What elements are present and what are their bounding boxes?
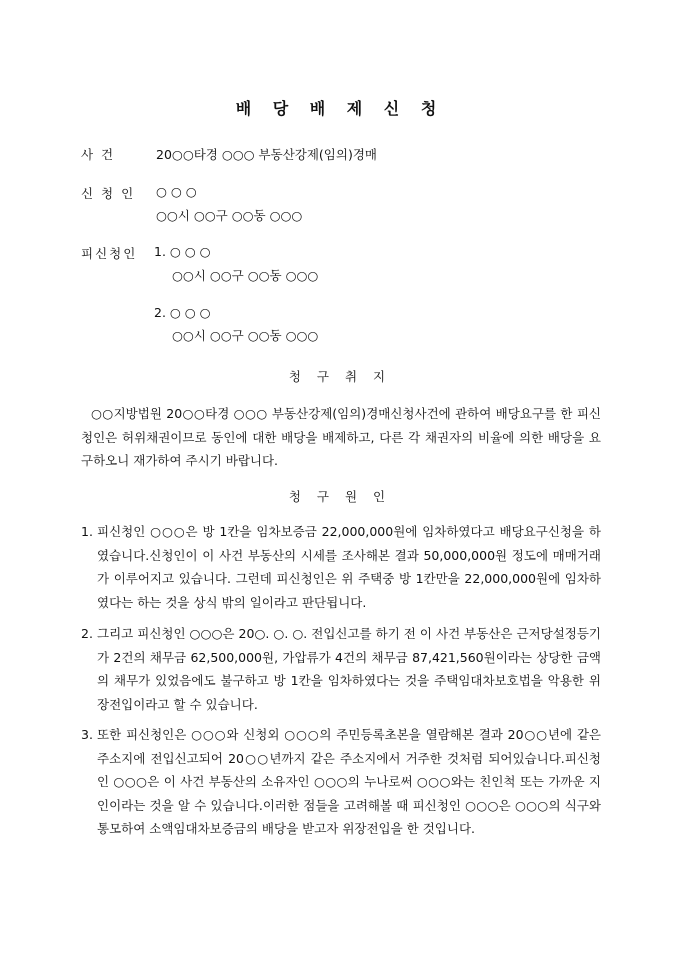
claim-causes-heading: 청 구 원 인: [288, 489, 392, 504]
claim-cause-number: 3.: [81, 727, 93, 742]
claim-cause-text: 그리고 피신청인 ○○○은 20○. ○. ○. 전입신고를 하기 전 이 사건 부동산은 근저당설정등기가 2건의 채무금 62,500,000원, 가압류가 4건의 채무금 87,421,560원이라는 상당한 금액의 채무가 있었음에도 불구하고 방 1칸을 임차하였다는 것을 주택임대차보호법을 악용한 위장전입이라고 할 수 있습니다.: [97, 626, 601, 712]
document-title: 배 당 배 제 신 청: [235, 99, 445, 118]
claim-cause-item-2: [81, 622, 601, 716]
case-value: 20○○타경 ○○○ 부동산강제(임의)경매: [156, 147, 377, 162]
claim-purpose-heading: 청 구 취 지: [288, 369, 392, 384]
claim-cause-item-1: [81, 520, 601, 614]
applicant-address: ○○시 ○○구 ○○동 ○○○: [156, 208, 303, 223]
respondent-2-name: 2. ○ ○ ○: [154, 305, 211, 320]
claim-cause-number: 1.: [81, 524, 93, 539]
claim-cause-text: 또한 피신청인은 ○○○와 신청외 ○○○의 주민등록초본을 열람해본 결과 20○○년에 같은 주소지에 전입신고되어 20○○년까지 같은 주소지에서 거주한 것처럼 되어있습니다.피신청인 ○○○은 이 사건 부동산의 소유자인 ○○○의 누나로써 ○○○와는 친인척 또는 가까운 지인이라는 것을 알 수 있습니다.이러한 점들을 고려해볼 때 피신청인 ○○○은 ○○○의 식구와 통모하여 소액임대차보증금의 배당을 받고자 위장전입을 한 것입니다.: [97, 727, 601, 836]
claim-cause-text: 피신청인 ○○○은 방 1칸을 임차보증금 22,000,000원에 임차하였다고 배당요구신청을 하였습니다.신청인이 이 사건 부동산의 시세를 조사해본 결과 50,000,000원 정도에 매매거래가 이루어지고 있습니다. 그런데 피신청인은 위 주택중 방 1칸만을 22,000,000원에 임차하였다는 하는 것을 상식 밖의 일이라고 판단됩니다.: [97, 524, 601, 610]
respondent-1-address: ○○시 ○○구 ○○동 ○○○: [172, 268, 319, 283]
case-label: 사 건: [81, 147, 116, 162]
claim-cause-item-3: [81, 723, 601, 841]
applicant-name: ○ ○ ○: [156, 184, 197, 199]
respondent-1-name: 1. ○ ○ ○: [154, 244, 211, 259]
claim-cause-number: 2.: [81, 626, 93, 641]
respondent-label: 피신청인: [81, 246, 138, 261]
respondent-2-address: ○○시 ○○구 ○○동 ○○○: [172, 328, 319, 343]
claim-purpose-text: ○○지방법원 20○○타경 ○○○ 부동산강제(임의)경매신청사건에 관하여 배당요구를 한 피신청인은 허위채권이므로 동인에 대한 배당을 배제하고, 다른 각 채권자의 비율에 의한 배당을 요구하오니 재가하여 주시기 바랍니다.: [81, 406, 601, 468]
applicant-label: 신 청 인: [81, 186, 136, 201]
